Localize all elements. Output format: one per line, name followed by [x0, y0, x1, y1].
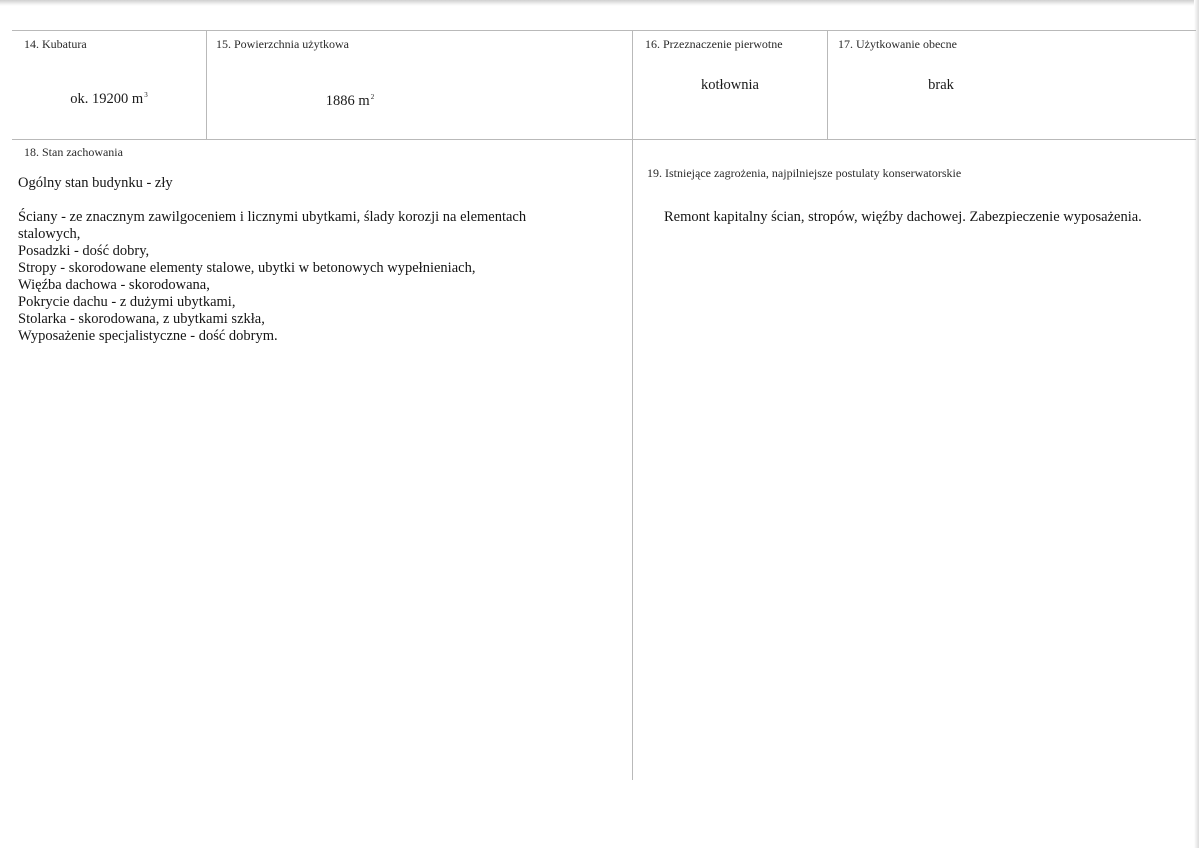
table-row-divider	[12, 139, 1196, 140]
stan-details	[18, 209, 618, 345]
stan-line-walls: Ściany - ze znacznym zawilgoceniem i licznymi ubytkami, ślady korozji na elementach	[18, 209, 527, 225]
table-top-border	[12, 30, 1196, 31]
stan-line-joinery: Stolarka - skorodowana, z ubytkami szkła,	[18, 311, 265, 327]
field-powierzchnia-value	[207, 88, 493, 110]
zagrozenia-text: Remont kapitalny ścian, stropów, więźby dachowej. Zabezpieczenie wyposażenia.	[664, 209, 1142, 225]
field-uzytkowanie-value: brak	[928, 77, 954, 93]
field-zagrozenia-label: 19. Istniejące zagrożenia, najpilniejsze postulaty konserwatorskie	[647, 166, 962, 180]
stan-line-walls-cont: stalowych,	[18, 226, 81, 242]
stan-line-floors: Posadzki - dość dobry,	[18, 243, 150, 259]
column-divider-1	[206, 30, 207, 139]
field-powierzchnia-label: 15. Powierzchnia użytkowa	[216, 37, 349, 51]
stan-line-roof-truss: Więźba dachowa - skorodowana,	[18, 277, 210, 293]
field-przeznaczenie-label: 16. Przeznaczenie pierwotne	[645, 37, 783, 51]
scan-top-edge	[0, 0, 1199, 6]
kubatura-unit-exponent: 3	[144, 91, 148, 99]
powierzchnia-unit-exponent: 2	[370, 93, 375, 101]
powierzchnia-number: 1886 m	[325, 93, 370, 109]
kubatura-number: ok. 19200 m	[70, 91, 144, 107]
field-uzytkowanie-label: 17. Użytkowanie obecne	[838, 37, 957, 51]
stan-summary: Ogólny stan budynku - zły	[18, 175, 173, 191]
field-kubatura-value	[12, 86, 206, 108]
field-kubatura-label: 14. Kubatura	[24, 37, 87, 51]
field-przeznaczenie-value: kotłownia	[701, 77, 759, 93]
stan-line-roofing: Pokrycie dachu - z dużymi ubytkami,	[18, 294, 236, 310]
stan-line-ceilings: Stropy - skorodowane elementy stalowe, ubytki w betonowych wypełnieniach,	[18, 260, 476, 276]
field-stan-label: 18. Stan zachowania	[24, 145, 123, 159]
column-divider-center	[632, 30, 633, 780]
scan-right-edge	[1194, 0, 1199, 848]
stan-line-equipment: Wyposażenie specjalistyczne - dość dobrym.	[18, 328, 278, 344]
